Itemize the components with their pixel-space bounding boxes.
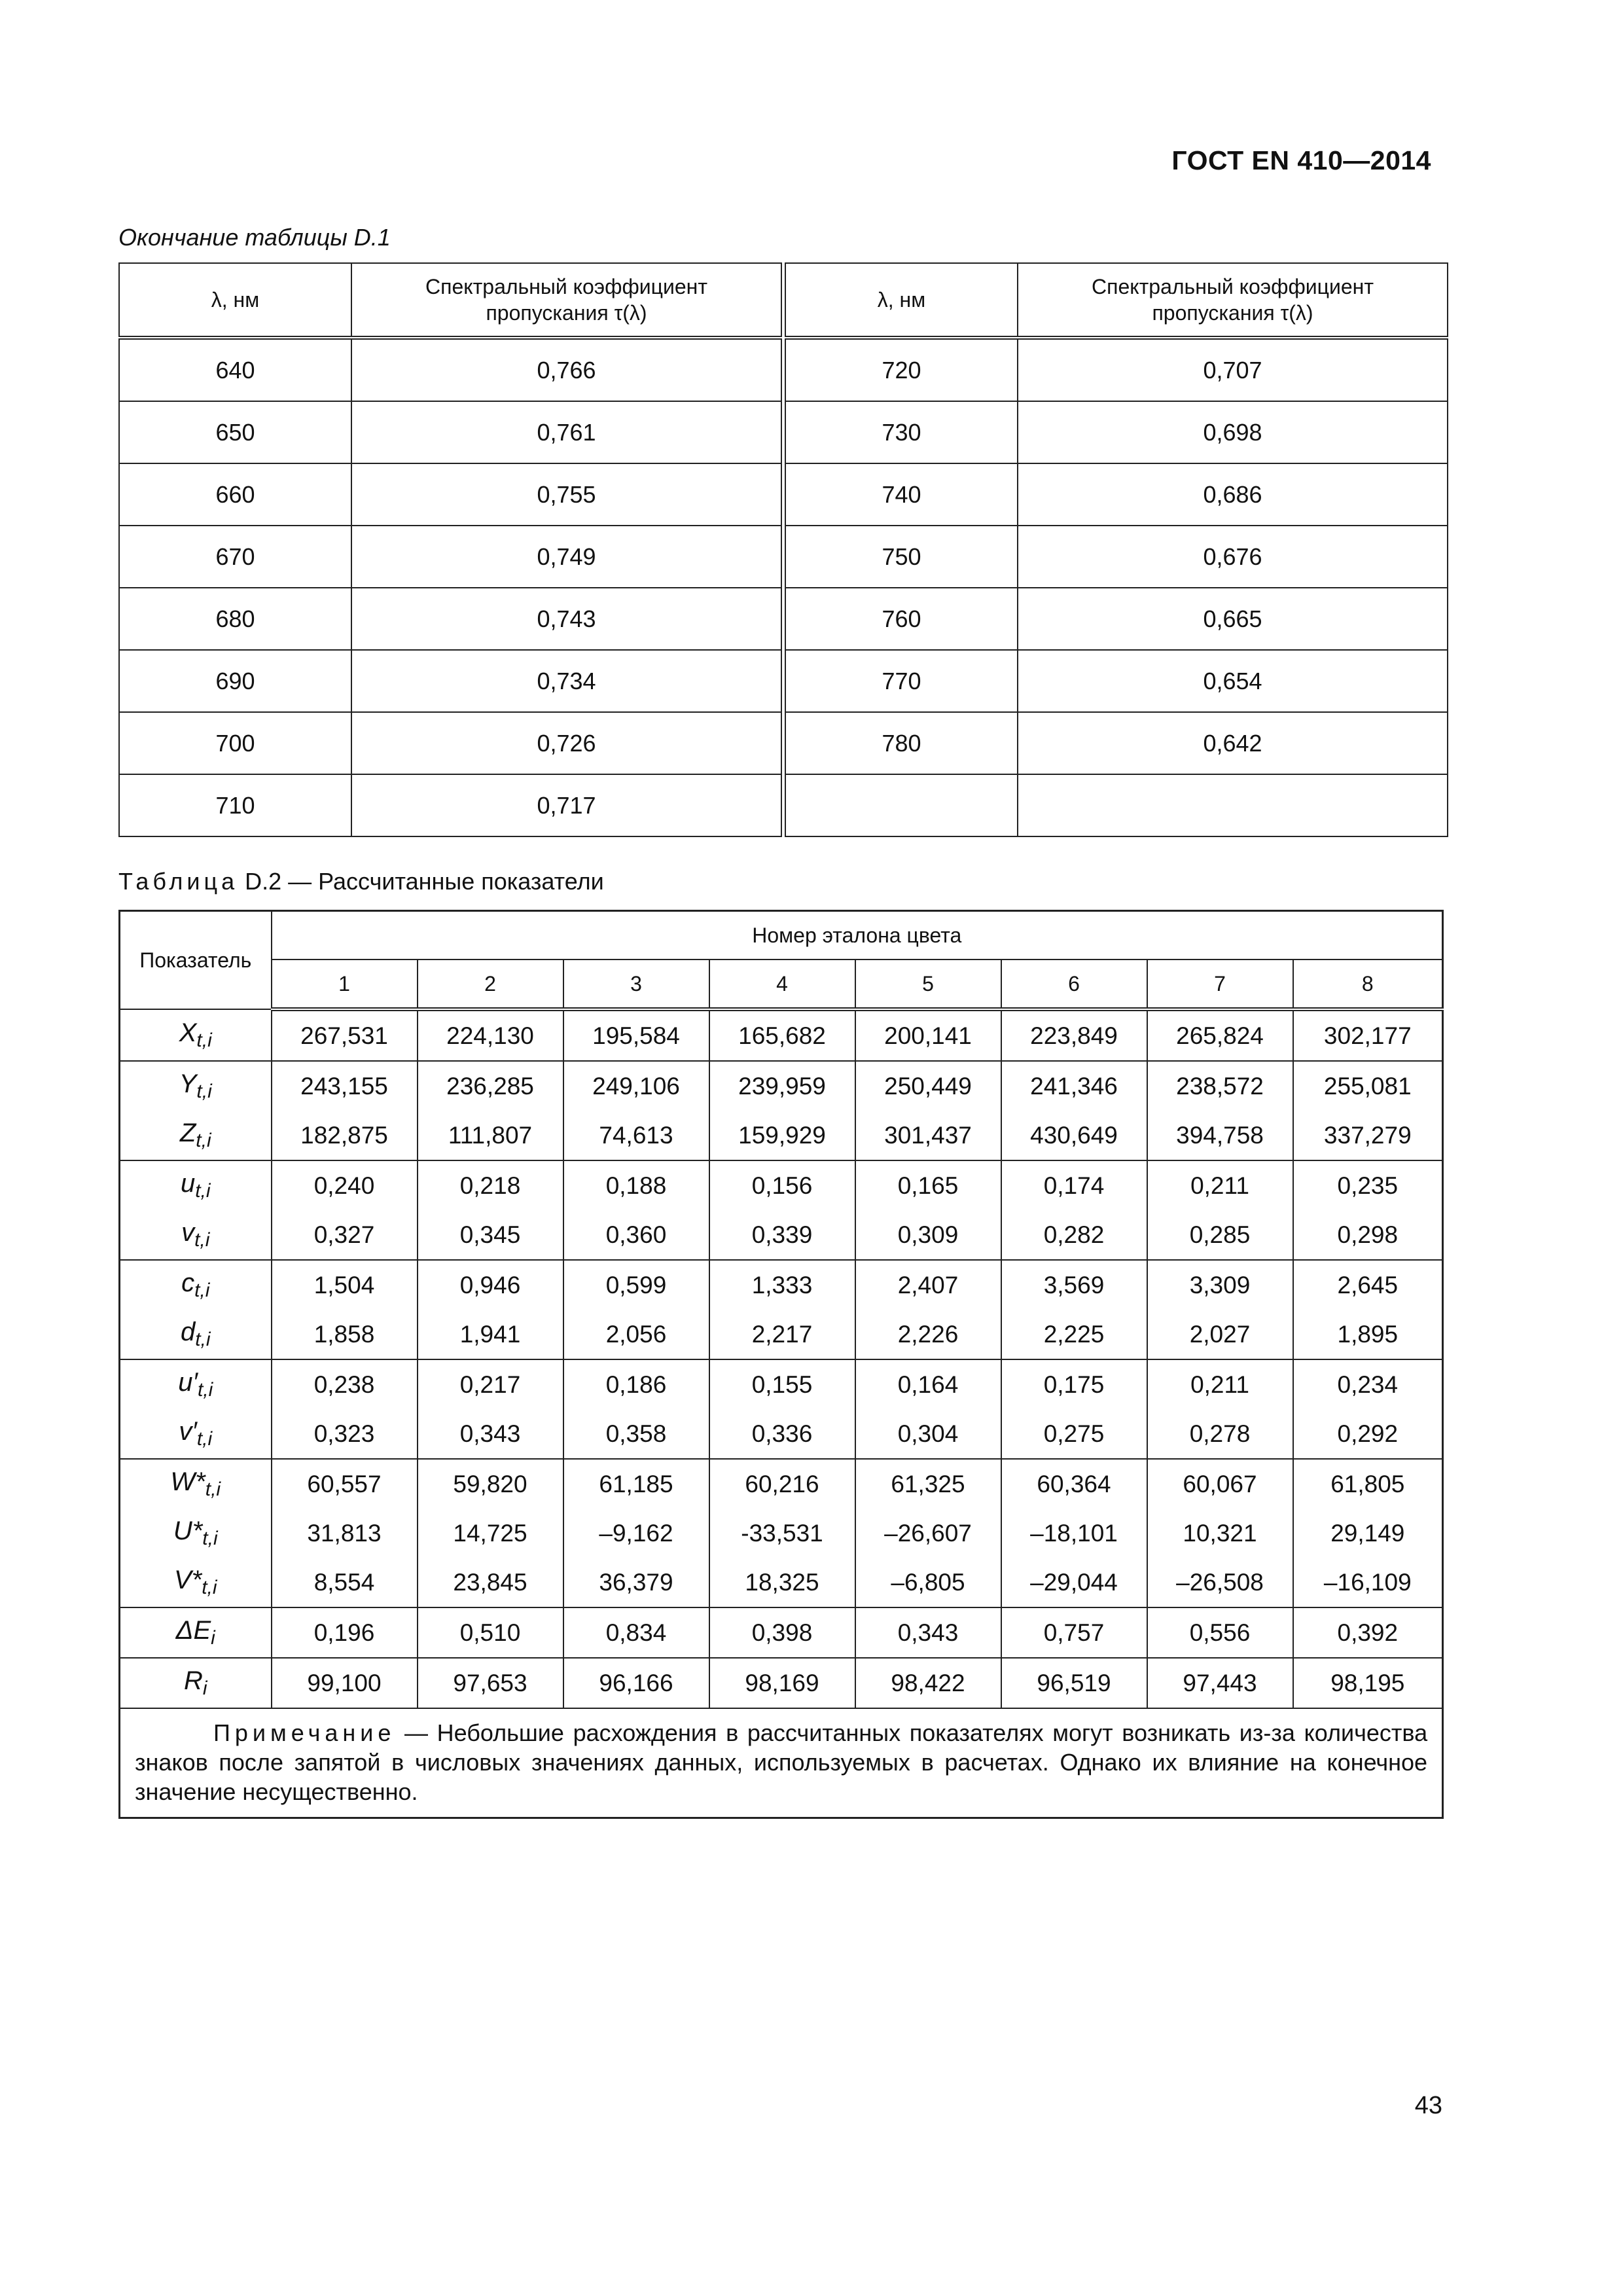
- value-cell: 2,226: [855, 1310, 1001, 1359]
- value-cell: 36,379: [563, 1558, 709, 1607]
- table-d1-caption: Окончание таблицы D.1: [118, 224, 391, 251]
- table-d2-caption: [118, 868, 604, 895]
- table-row: [120, 1260, 1443, 1310]
- table-row: [785, 774, 1448, 836]
- value-cell: 236,285: [418, 1061, 563, 1111]
- value-cell: 0,275: [1001, 1409, 1147, 1459]
- value-cell: 159,929: [709, 1111, 855, 1160]
- value-cell: 243,155: [272, 1061, 418, 1111]
- indicator-symbol-subscript: i: [202, 1677, 207, 1699]
- value-cell: 255,081: [1293, 1061, 1443, 1111]
- lambda-cell: 770: [785, 650, 1018, 712]
- indicator-symbol-subscript: t,i: [196, 1130, 211, 1151]
- indicator-symbol: [120, 1310, 272, 1359]
- value-cell: 0,327: [272, 1210, 418, 1260]
- col-header-number: 6: [1001, 960, 1147, 1009]
- value-cell: 165,682: [709, 1009, 855, 1061]
- value-cell: 98,169: [709, 1658, 855, 1708]
- value-cell: 337,279: [1293, 1111, 1443, 1160]
- tau-cell: 0,707: [1018, 338, 1448, 401]
- col-header-tau-line1: Спектральный коэффициент: [1092, 275, 1374, 298]
- value-cell: 267,531: [272, 1009, 418, 1061]
- value-cell: 238,572: [1147, 1061, 1293, 1111]
- indicator-symbol-main: d: [180, 1318, 196, 1346]
- value-cell: –16,109: [1293, 1558, 1443, 1607]
- indicator-symbol-subscript: t,i: [196, 1030, 212, 1051]
- value-cell: 60,557: [272, 1459, 418, 1509]
- value-cell: 96,166: [563, 1658, 709, 1708]
- value-cell: 60,067: [1147, 1459, 1293, 1509]
- value-cell: 23,845: [418, 1558, 563, 1607]
- value-cell: 8,554: [272, 1558, 418, 1607]
- value-cell: 239,959: [709, 1061, 855, 1111]
- col-header-number: 8: [1293, 960, 1443, 1009]
- lambda-cell: [785, 774, 1018, 836]
- value-cell: 111,807: [418, 1111, 563, 1160]
- value-cell: 61,185: [563, 1459, 709, 1509]
- tau-cell: 0,686: [1018, 463, 1448, 526]
- value-cell: 10,321: [1147, 1509, 1293, 1558]
- indicator-symbol-main: R: [183, 1666, 203, 1695]
- note-label: Примечание: [213, 1719, 396, 1746]
- value-cell: 14,725: [418, 1509, 563, 1558]
- value-cell: 0,510: [418, 1607, 563, 1658]
- lambda-cell: 750: [785, 526, 1018, 588]
- table-row: [119, 588, 781, 650]
- table-d1-right-half: [785, 262, 1447, 844]
- table-d1: [118, 262, 1447, 844]
- table-row: [120, 1160, 1443, 1210]
- value-cell: 2,407: [855, 1260, 1001, 1310]
- table-d1-left-half: [118, 262, 781, 844]
- value-cell: 2,225: [1001, 1310, 1147, 1359]
- indicator-symbol-main: X: [179, 1018, 197, 1047]
- table-row: [785, 650, 1448, 712]
- value-cell: 0,235: [1293, 1160, 1443, 1210]
- lambda-cell: 680: [119, 588, 351, 650]
- value-cell: 0,556: [1147, 1607, 1293, 1658]
- col-header-tau: [1018, 263, 1448, 338]
- value-cell: 249,106: [563, 1061, 709, 1111]
- page-number: 43: [1414, 2092, 1442, 2119]
- tau-cell: [1018, 774, 1448, 836]
- value-cell: 241,346: [1001, 1061, 1147, 1111]
- value-cell: -33,531: [709, 1509, 855, 1558]
- table-row: [119, 774, 781, 836]
- value-cell: 200,141: [855, 1009, 1001, 1061]
- value-cell: 1,941: [418, 1310, 563, 1359]
- indicator-symbol: [120, 1558, 272, 1607]
- table-row: [120, 1607, 1443, 1658]
- indicator-symbol: [120, 1210, 272, 1260]
- col-header-tau-line2: пропускания τ(λ): [486, 301, 647, 325]
- indicator-symbol-main: ΔE: [175, 1616, 211, 1645]
- indicator-symbol-main: u: [180, 1169, 196, 1198]
- table-d2-caption-rest: D.2 — Рассчитанные показатели: [238, 868, 604, 895]
- col-header-number: 5: [855, 960, 1001, 1009]
- table-note: [120, 1708, 1443, 1818]
- col-header-indicator: Показатель: [120, 911, 272, 1010]
- table-row: [119, 526, 781, 588]
- value-cell: 0,292: [1293, 1409, 1443, 1459]
- value-cell: –26,607: [855, 1509, 1001, 1558]
- tau-cell: 0,743: [351, 588, 781, 650]
- value-cell: 3,569: [1001, 1260, 1147, 1310]
- indicator-symbol-subscript: t,i: [194, 1229, 210, 1251]
- lambda-cell: 670: [119, 526, 351, 588]
- tau-cell: 0,749: [351, 526, 781, 588]
- table-row: [120, 1509, 1443, 1558]
- value-cell: 182,875: [272, 1111, 418, 1160]
- indicator-symbol-main: Y: [179, 1069, 197, 1098]
- indicator-symbol-subscript: t,i: [195, 1329, 211, 1350]
- value-cell: 96,519: [1001, 1658, 1147, 1708]
- value-cell: 0,392: [1293, 1607, 1443, 1658]
- value-cell: 0,360: [563, 1210, 709, 1260]
- value-cell: 0,336: [709, 1409, 855, 1459]
- table-row: [119, 338, 781, 401]
- table-row: [120, 1409, 1443, 1459]
- col-header-number: 7: [1147, 960, 1293, 1009]
- table-row: [120, 1558, 1443, 1607]
- table-row: [785, 526, 1448, 588]
- indicator-symbol-subscript: t,i: [196, 1428, 213, 1450]
- lambda-cell: 720: [785, 338, 1018, 401]
- value-cell: 0,285: [1147, 1210, 1293, 1260]
- value-cell: 0,156: [709, 1160, 855, 1210]
- table-row: [785, 588, 1448, 650]
- value-cell: 0,234: [1293, 1359, 1443, 1409]
- value-cell: 0,174: [1001, 1160, 1147, 1210]
- table-row: [785, 712, 1448, 774]
- indicator-symbol: [120, 1509, 272, 1558]
- value-cell: 1,504: [272, 1260, 418, 1310]
- indicator-symbol-subscript: t,i: [195, 1180, 211, 1202]
- indicator-symbol-main: W*: [170, 1467, 205, 1496]
- tau-cell: 0,665: [1018, 588, 1448, 650]
- tau-cell: 0,726: [351, 712, 781, 774]
- table-row: [120, 1359, 1443, 1409]
- lambda-cell: 740: [785, 463, 1018, 526]
- value-cell: 0,186: [563, 1359, 709, 1409]
- value-cell: 0,188: [563, 1160, 709, 1210]
- value-cell: 29,149: [1293, 1509, 1443, 1558]
- indicator-symbol: [120, 1658, 272, 1708]
- col-header-number: 2: [418, 960, 563, 1009]
- table-row: [785, 401, 1448, 463]
- table-row: [785, 338, 1448, 401]
- table-row: [785, 463, 1448, 526]
- tau-cell: 0,698: [1018, 401, 1448, 463]
- document-header: ГОСТ EN 410—2014: [1171, 145, 1431, 175]
- col-header-tau: [351, 263, 781, 338]
- indicator-symbol-main: c: [181, 1268, 195, 1297]
- value-cell: 301,437: [855, 1111, 1001, 1160]
- tau-cell: 0,755: [351, 463, 781, 526]
- indicator-symbol-main: v: [181, 1218, 195, 1247]
- value-cell: 224,130: [418, 1009, 563, 1061]
- lambda-cell: 660: [119, 463, 351, 526]
- value-cell: 0,946: [418, 1260, 563, 1310]
- value-cell: 59,820: [418, 1459, 563, 1509]
- value-cell: 0,218: [418, 1160, 563, 1210]
- value-cell: 0,238: [272, 1359, 418, 1409]
- col-header-lambda: λ, нм: [785, 263, 1018, 338]
- value-cell: 98,195: [1293, 1658, 1443, 1708]
- table-row: [119, 463, 781, 526]
- value-cell: 0,298: [1293, 1210, 1443, 1260]
- table-row: [119, 401, 781, 463]
- indicator-symbol-main: Z: [179, 1119, 196, 1147]
- value-cell: 0,165: [855, 1160, 1001, 1210]
- indicator-symbol-main: U*: [173, 1516, 203, 1545]
- value-cell: 0,339: [709, 1210, 855, 1260]
- table-d2-caption-prefix: Таблица: [118, 868, 239, 895]
- value-cell: 0,599: [563, 1260, 709, 1310]
- tau-cell: 0,761: [351, 401, 781, 463]
- indicator-symbol-main: v′: [179, 1417, 197, 1446]
- indicator-symbol: [120, 1607, 272, 1658]
- value-cell: 0,398: [709, 1607, 855, 1658]
- col-header-tau-line2: пропускания τ(λ): [1152, 301, 1313, 325]
- value-cell: 60,364: [1001, 1459, 1147, 1509]
- value-cell: 31,813: [272, 1509, 418, 1558]
- indicator-symbol-subscript: i: [211, 1627, 215, 1649]
- indicator-symbol-subscript: t,i: [197, 1379, 213, 1401]
- value-cell: 0,211: [1147, 1160, 1293, 1210]
- table-row: [120, 1061, 1443, 1111]
- value-cell: 0,343: [418, 1409, 563, 1459]
- value-cell: 1,333: [709, 1260, 855, 1310]
- table-row: [120, 1658, 1443, 1708]
- table-row: [119, 650, 781, 712]
- value-cell: 0,834: [563, 1607, 709, 1658]
- value-cell: 18,325: [709, 1558, 855, 1607]
- value-cell: 0,164: [855, 1359, 1001, 1409]
- tau-cell: 0,676: [1018, 526, 1448, 588]
- value-cell: 0,240: [272, 1160, 418, 1210]
- indicator-symbol: [120, 1160, 272, 1210]
- value-cell: 0,217: [418, 1359, 563, 1409]
- value-cell: 97,443: [1147, 1658, 1293, 1708]
- value-cell: 0,304: [855, 1409, 1001, 1459]
- indicator-symbol: [120, 1359, 272, 1409]
- col-header-number: 3: [563, 960, 709, 1009]
- table-d2: [118, 910, 1444, 1819]
- value-cell: 0,323: [272, 1409, 418, 1459]
- lambda-cell: 730: [785, 401, 1018, 463]
- value-cell: 97,653: [418, 1658, 563, 1708]
- lambda-cell: 710: [119, 774, 351, 836]
- value-cell: 2,217: [709, 1310, 855, 1359]
- value-cell: –18,101: [1001, 1509, 1147, 1558]
- lambda-cell: 640: [119, 338, 351, 401]
- value-cell: –6,805: [855, 1558, 1001, 1607]
- indicator-symbol-subscript: t,i: [205, 1479, 221, 1500]
- value-cell: 0,309: [855, 1210, 1001, 1260]
- tau-cell: 0,654: [1018, 650, 1448, 712]
- col-header-number: 4: [709, 960, 855, 1009]
- indicator-symbol-subscript: t,i: [194, 1280, 210, 1301]
- tau-cell: 0,642: [1018, 712, 1448, 774]
- value-cell: 61,805: [1293, 1459, 1443, 1509]
- value-cell: 3,309: [1147, 1260, 1293, 1310]
- tau-cell: 0,734: [351, 650, 781, 712]
- value-cell: –29,044: [1001, 1558, 1147, 1607]
- indicator-symbol-main: u′: [178, 1368, 198, 1397]
- value-cell: 250,449: [855, 1061, 1001, 1111]
- value-cell: 0,211: [1147, 1359, 1293, 1409]
- value-cell: 0,345: [418, 1210, 563, 1260]
- value-cell: 0,155: [709, 1359, 855, 1409]
- table-row: [120, 1459, 1443, 1509]
- value-cell: 74,613: [563, 1111, 709, 1160]
- value-cell: 2,027: [1147, 1310, 1293, 1359]
- value-cell: 265,824: [1147, 1009, 1293, 1061]
- lambda-cell: 650: [119, 401, 351, 463]
- value-cell: 394,758: [1147, 1111, 1293, 1160]
- table-row: [120, 1210, 1443, 1260]
- note-text: — Небольшие расхождения в рассчитанных показателях могут возникать из-за количества знаков после запятой в числовых значениях данных, используемых в расчетах. Однако их влияние на конечное значение несущественно.: [135, 1719, 1428, 1805]
- value-cell: 1,858: [272, 1310, 418, 1359]
- value-cell: –26,508: [1147, 1558, 1293, 1607]
- indicator-symbol-subscript: t,i: [196, 1081, 212, 1102]
- value-cell: 61,325: [855, 1459, 1001, 1509]
- value-cell: 0,757: [1001, 1607, 1147, 1658]
- value-cell: 0,278: [1147, 1409, 1293, 1459]
- indicator-symbol: [120, 1459, 272, 1509]
- indicator-symbol: [120, 1409, 272, 1459]
- lambda-cell: 700: [119, 712, 351, 774]
- tau-cell: 0,717: [351, 774, 781, 836]
- value-cell: 223,849: [1001, 1009, 1147, 1061]
- col-header-number: 1: [272, 960, 418, 1009]
- value-cell: 60,216: [709, 1459, 855, 1509]
- col-header-group: Номер эталона цвета: [272, 911, 1443, 960]
- table-row: [120, 1009, 1443, 1061]
- indicator-symbol: [120, 1111, 272, 1160]
- value-cell: 2,056: [563, 1310, 709, 1359]
- col-header-lambda: λ, нм: [119, 263, 351, 338]
- indicator-symbol: [120, 1009, 272, 1061]
- value-cell: 0,358: [563, 1409, 709, 1459]
- indicator-symbol: [120, 1260, 272, 1310]
- indicator-symbol-main: V*: [173, 1566, 202, 1594]
- value-cell: 0,343: [855, 1607, 1001, 1658]
- value-cell: 98,422: [855, 1658, 1001, 1708]
- lambda-cell: 690: [119, 650, 351, 712]
- col-header-tau-line1: Спектральный коэффициент: [425, 275, 707, 298]
- table-row: [120, 1310, 1443, 1359]
- table-row: [119, 712, 781, 774]
- lambda-cell: 780: [785, 712, 1018, 774]
- value-cell: 302,177: [1293, 1009, 1443, 1061]
- value-cell: 0,196: [272, 1607, 418, 1658]
- indicator-symbol-subscript: t,i: [202, 1577, 217, 1598]
- value-cell: 0,282: [1001, 1210, 1147, 1260]
- value-cell: 99,100: [272, 1658, 418, 1708]
- value-cell: 430,649: [1001, 1111, 1147, 1160]
- value-cell: 0,175: [1001, 1359, 1147, 1409]
- tau-cell: 0,766: [351, 338, 781, 401]
- value-cell: –9,162: [563, 1509, 709, 1558]
- indicator-symbol-subscript: t,i: [202, 1528, 218, 1549]
- indicator-symbol: [120, 1061, 272, 1111]
- lambda-cell: 760: [785, 588, 1018, 650]
- table-row: [120, 1111, 1443, 1160]
- value-cell: 195,584: [563, 1009, 709, 1061]
- value-cell: 1,895: [1293, 1310, 1443, 1359]
- value-cell: 2,645: [1293, 1260, 1443, 1310]
